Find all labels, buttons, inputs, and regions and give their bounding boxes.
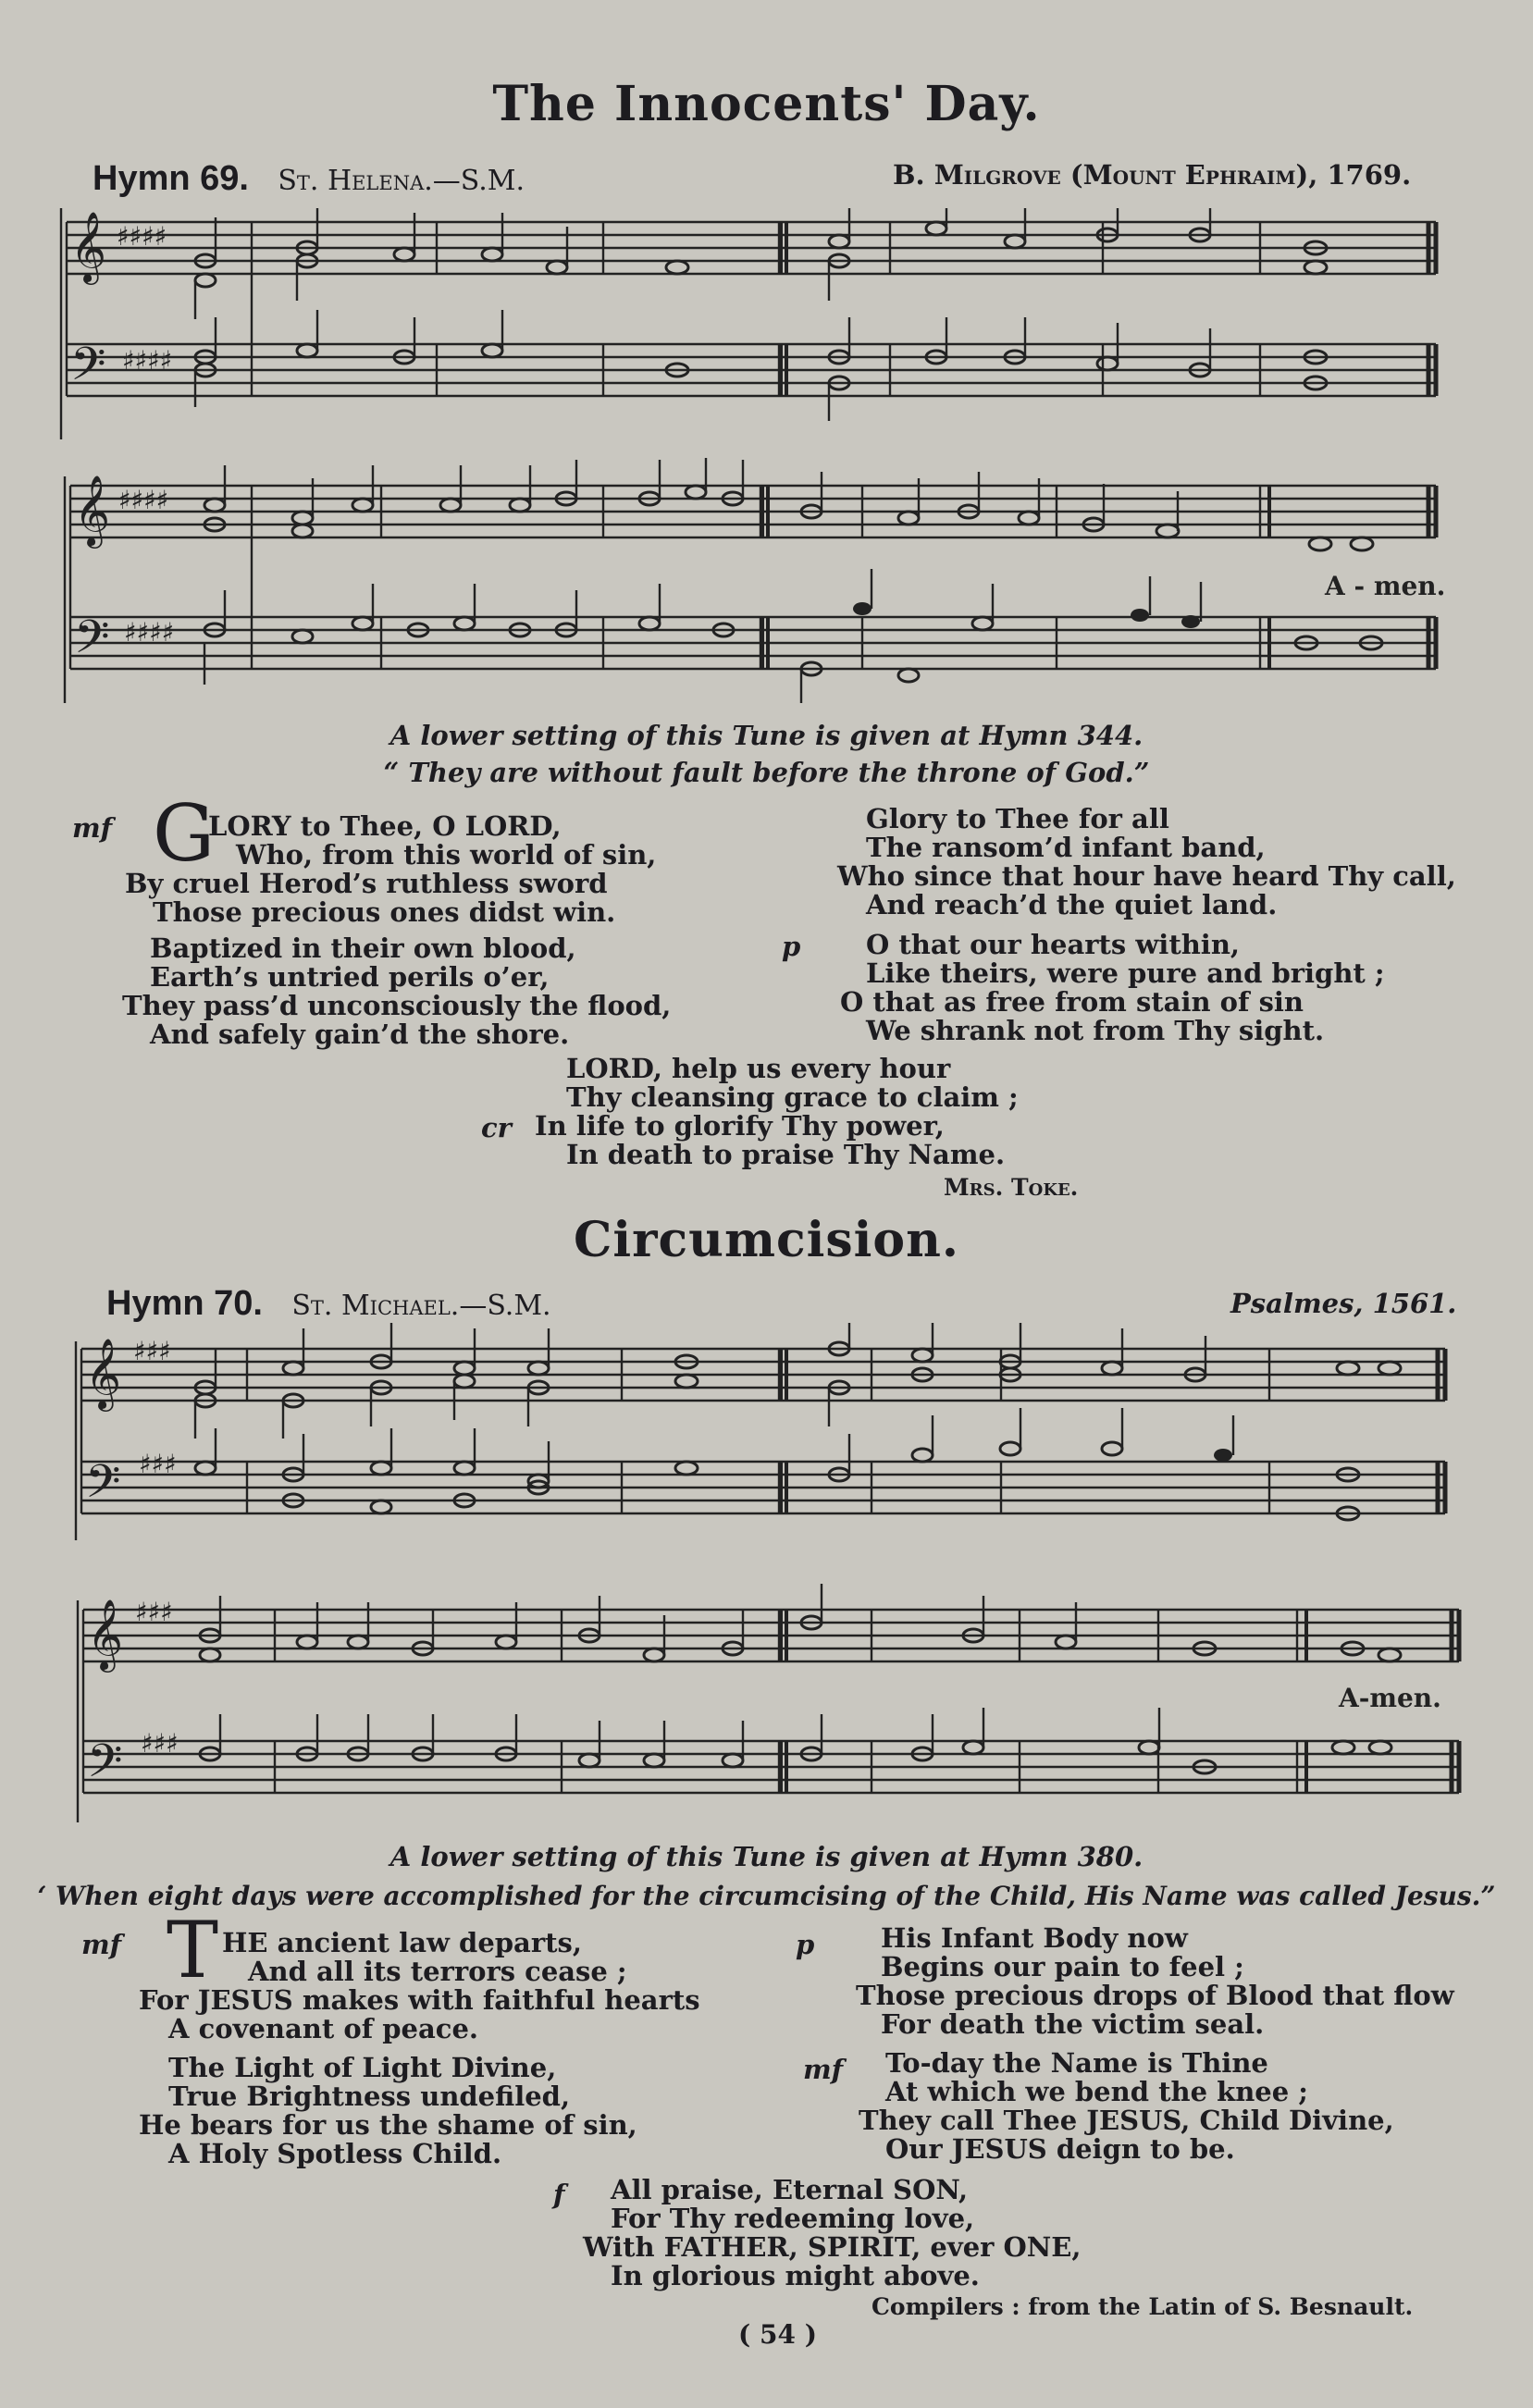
- hymn-70-score-system-2: [57, 1582, 1473, 1836]
- hymn-69-verse-2-line-4: And safely gain’d the shore.: [150, 1019, 570, 1050]
- hymn-70-heading: [106, 1284, 551, 1324]
- svg-text:𝄞: 𝄞: [74, 475, 111, 546]
- hymn-70-verse-4-line-3: They call Thee JESUS, Child Divine,: [859, 2105, 1394, 2136]
- hymn-70-verse-5-line-3: With FATHER, SPIRIT, ever ONE,: [583, 2231, 1082, 2263]
- hymn-69-verse-3-line-2: The ransom’d infant band,: [866, 832, 1266, 863]
- section-title-innocents-day: The Innocents' Day.: [492, 76, 1041, 132]
- hymn-69-verse-4-line-1: O that our hearts within,: [866, 929, 1241, 960]
- hymn-69-verse-5-line-4: In death to praise Thy Name.: [566, 1139, 1006, 1170]
- svg-text:𝄢: 𝄢: [85, 1455, 121, 1520]
- hymn-69-verse-5-dynamic: cr: [481, 1112, 512, 1143]
- svg-text:♯♯♯♯: ♯♯♯♯: [118, 485, 169, 515]
- hymn-69-verse-2-line-1: Baptized in their own blood,: [150, 932, 576, 964]
- hymn-70-verse-3-line-2: Begins our pain to feel ;: [881, 1951, 1244, 1982]
- hymn-70-verse-2-line-2: True Brightness undefiled,: [168, 2081, 571, 2112]
- hymn-69-lower-setting: A lower setting of this Tune is given at Hymn 344.: [389, 720, 1144, 751]
- hymn-70-composer: Psalmes, 1561.: [1230, 1288, 1457, 1319]
- hymn-70-verse-1-line-4: A covenant of peace.: [168, 2013, 478, 2044]
- hymn-69-label: Hymn 69.: [93, 159, 249, 198]
- hymn-69-score-system-2: [57, 458, 1445, 717]
- hymn-69-verse-5-line-3: In life to glorify Thy power,: [535, 1110, 945, 1142]
- hymn-69-verse-4-line-2: Like theirs, were pure and bright ;: [866, 957, 1385, 989]
- hymn-70-verse-4-dynamic: mf: [803, 2054, 844, 2085]
- hymn-69-verse-1-dynamic: mf: [72, 812, 113, 844]
- hymn-70-lower-setting: A lower setting of this Tune is given at Hymn 380.: [389, 1841, 1144, 1872]
- svg-text:♯♯♯: ♯♯♯: [141, 1728, 179, 1759]
- svg-text:𝄞: 𝄞: [85, 1338, 122, 1409]
- hymn-70-dropcap: T: [167, 1905, 219, 1995]
- hymn-69-verse-1-line-4: Those precious ones didst win.: [153, 896, 616, 928]
- hymn-70-tune: St. Michael.—S.M.: [291, 1290, 551, 1322]
- svg-text:♯♯♯♯: ♯♯♯♯: [122, 345, 173, 376]
- svg-text:♯♯♯: ♯♯♯: [135, 1597, 173, 1627]
- hymn-70-verse-5-line-4: In glorious might above.: [611, 2260, 980, 2291]
- hymn-69-author: Mrs. Toke.: [944, 1174, 1079, 1201]
- hymn-69-epigraph: “ They are without fault before the throne of God.”: [383, 757, 1150, 788]
- page-number: ( 54 ): [738, 2319, 817, 2350]
- hymn-70-verse-3-line-1: His Infant Body now: [881, 1922, 1188, 1954]
- hymn-69-verse-1-line-3: By cruel Herod’s ruthless sword: [125, 868, 608, 899]
- svg-text:♯♯♯: ♯♯♯: [139, 1449, 177, 1479]
- hymn-69-verse-4-line-4: We shrank not from Thy sight.: [866, 1015, 1325, 1046]
- svg-text:𝄢: 𝄢: [87, 1735, 123, 1799]
- hymn-70-verse-5-line-2: For Thy redeeming love,: [611, 2203, 975, 2234]
- hymn-70-verse-1-line-3: For JESUS makes with faithful hearts: [139, 1984, 700, 2016]
- svg-text:♯♯♯: ♯♯♯: [133, 1336, 171, 1366]
- hymn-69-verse-1-line-2: Who, from this world of sin,: [236, 839, 657, 871]
- hymn-69-amen: A - men.: [1325, 571, 1445, 601]
- svg-text:𝄞: 𝄞: [70, 211, 107, 282]
- hymn-69-verse-1-line-1: LORY to Thee, O LORD,: [208, 810, 562, 842]
- svg-text:𝄞: 𝄞: [87, 1599, 124, 1670]
- hymn-70-verse-4-line-1: To-day the Name is Thine: [885, 2047, 1268, 2079]
- hymn-70-verse-2-line-4: A Holy Spotless Child.: [168, 2138, 502, 2169]
- section-title-circumcision: Circumcision.: [573, 1212, 960, 1268]
- hymn-70-verse-4-line-2: At which we bend the knee ;: [885, 2076, 1308, 2107]
- hymn-69-composer: B. Milgrove (Mount Ephraim), 1769.: [893, 159, 1412, 191]
- svg-text:𝄢: 𝄢: [74, 611, 110, 675]
- hymn-69-verse-5-line-2: Thy cleansing grace to claim ;: [566, 1081, 1019, 1113]
- hymn-70-label: Hymn 70.: [106, 1284, 263, 1323]
- hymn-70-epigraph: ‘ When eight days were accomplished for the circumcising of the Child, His Name was called Jesus.”: [37, 1881, 1496, 1911]
- hymn-69-verse-4-dynamic: p: [782, 931, 801, 962]
- hymn-70-verse-1-dynamic: mf: [81, 1929, 122, 1960]
- svg-text:♯♯♯♯: ♯♯♯♯: [117, 221, 167, 252]
- svg-text:♯♯♯♯: ♯♯♯♯: [124, 617, 175, 648]
- hymn-69-verse-3-line-4: And reach’d the quiet land.: [866, 889, 1278, 920]
- hymn-69-dropcap: G: [153, 788, 216, 879]
- hymn-70-amen: A-men.: [1339, 1683, 1441, 1713]
- hymn-69-verse-2-line-2: Earth’s untried perils o’er,: [150, 961, 550, 993]
- hymn-70-verse-2-line-1: The Light of Light Divine,: [168, 2052, 557, 2083]
- hymn-69-verse-3-line-1: Glory to Thee for all: [866, 803, 1169, 834]
- hymn-70-score-system-1: [57, 1323, 1464, 1554]
- hymn-70-verse-5-line-1: All praise, Eternal SON,: [611, 2174, 969, 2205]
- hymn-70-verse-5-dynamic: f: [553, 2179, 565, 2210]
- hymn-69-verse-4-line-3: O that as free from stain of sin: [840, 986, 1304, 1018]
- hymn-69-score-system-1: [57, 208, 1445, 453]
- hymn-69-verse-2-line-3: They pass’d unconsciously the flood,: [122, 990, 672, 1021]
- hymn-70-verse-3-dynamic: p: [796, 1929, 815, 1960]
- hymn-70-author: Compilers : from the Latin of S. Besnault.: [872, 2293, 1414, 2320]
- hymn-69-tune: St. Helena.—S.M.: [278, 165, 525, 197]
- hymn-69-heading: [93, 159, 525, 199]
- hymn-69-verse-3-line-3: Who since that hour have heard Thy call,: [837, 860, 1456, 892]
- hymn-70-verse-1-line-1: HE ancient law departs,: [222, 1927, 582, 1958]
- hymn-70-verse-4-line-4: Our JESUS deign to be.: [885, 2133, 1235, 2165]
- hymn-69-verse-5-line-1: LORD, help us every hour: [566, 1053, 951, 1084]
- svg-text:𝄢: 𝄢: [70, 338, 106, 402]
- hymn-70-verse-3-line-4: For death the victim seal.: [881, 2008, 1265, 2040]
- hymn-70-verse-1-line-2: And all its terrors cease ;: [248, 1956, 627, 1987]
- hymn-70-verse-3-line-3: Those precious drops of Blood that flow: [856, 1980, 1454, 2011]
- hymn-70-verse-2-line-3: He bears for us the shame of sin,: [139, 2109, 637, 2141]
